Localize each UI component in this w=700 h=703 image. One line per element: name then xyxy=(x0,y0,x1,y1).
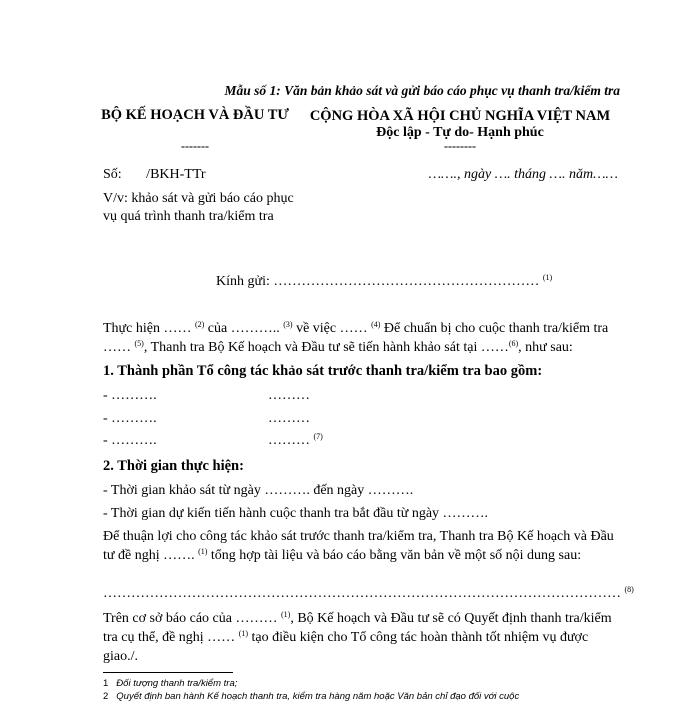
section-2-heading: 2. Thời gian thực hiện: xyxy=(103,458,244,474)
footnote-divider xyxy=(103,672,233,673)
footnote-ref: (5) xyxy=(134,338,144,348)
member-role xyxy=(268,432,323,450)
closing-text: Trên cơ sở báo cáo của ……… xyxy=(103,611,281,626)
motto-divider: -------- xyxy=(444,139,476,153)
date-line: ……., ngày …. tháng …. năm…… xyxy=(428,167,618,182)
footnote-ref: (1) xyxy=(542,273,553,282)
recipient-dots: ………………………………………………… xyxy=(273,274,540,289)
recipient-line xyxy=(216,273,552,291)
intro-text: về việc …… xyxy=(292,321,372,336)
agency-name: BỘ KẾ HOẠCH VÀ ĐẦU TƯ xyxy=(101,107,289,123)
request-text: tổng hợp tài liệu và báo cáo bằng văn bản về một số nội dung sau: xyxy=(207,547,582,563)
form-title: Mẫu số 1: Văn bản khảo sát và gửi báo cáo phục vụ thanh tra/kiểm tra xyxy=(224,83,620,98)
national-motto: Độc lập - Tự do- Hạnh phúc xyxy=(376,125,544,140)
report-content-line xyxy=(103,585,634,603)
closing-text: tạo điều kiện cho Tổ công tác hoàn thành tốt nhiệm vụ được giao./. xyxy=(103,629,589,664)
footnote-number: 1 xyxy=(103,678,109,689)
recipient-label: Kính gửi: xyxy=(216,274,270,289)
intro-text: Để chuẩn bị cho cuộc thanh tra/kiểm tra …… xyxy=(103,321,609,355)
footnote-text: Quyết định ban hành Kế hoạch thanh tra, kiểm tra hàng năm hoặc Văn bản chỉ đạo đối với cuộc xyxy=(116,691,520,702)
member-role: ……… xyxy=(268,411,310,426)
member-role: ……… xyxy=(268,388,310,403)
member-name: - ………. xyxy=(103,388,157,403)
footnote-ref: (6) xyxy=(508,338,519,348)
intro-text: Thực hiện …… xyxy=(103,321,195,336)
intro-text: , Thanh tra Bộ Kế hoạch và Đầu tư sẽ tiến hành khảo sát tại …… xyxy=(143,339,509,355)
footnote-ref: (8) xyxy=(624,585,634,594)
footnote-ref: (1) xyxy=(280,610,291,619)
footnote-item xyxy=(103,691,519,703)
footnote-ref: (3) xyxy=(283,320,293,329)
document-number: Số: /BKH-TTr xyxy=(103,167,206,182)
footnote-ref: (1) xyxy=(238,628,249,638)
intro-text: của ……….. xyxy=(204,321,284,336)
agency-divider: ------- xyxy=(181,139,209,153)
footnote-ref: (2) xyxy=(194,320,205,329)
member-role-dots: ……… xyxy=(268,433,310,448)
member-name: - ………. xyxy=(103,433,157,448)
subject-line: V/v: khảo sát và gửi báo cáo phục vụ quá trình thanh tra/kiểm tra xyxy=(103,191,294,225)
closing-paragraph xyxy=(103,610,618,667)
footnote-ref: (7) xyxy=(313,432,323,441)
footnote-number: 2 xyxy=(103,691,109,702)
intro-paragraph xyxy=(103,320,618,358)
intro-text: , như sau: xyxy=(518,339,573,355)
nation-name: CỘNG HÒA XÃ HỘI CHỦ NGHĨA VIỆT NAM xyxy=(309,108,611,124)
inspection-start-line: - Thời gian dự kiến tiến hành cuộc thanh tra bắt đầu từ ngày ………. xyxy=(103,506,489,521)
request-text: Để thuận lợi cho công tác khảo sát trước thanh tra/kiểm tra, Thanh tra Bộ Kế hoạch và Đầu tư đề nghị ……. xyxy=(103,529,614,563)
report-content-dots: ………………………………………………………………………………………………… xyxy=(103,586,621,601)
survey-time-line: - Thời gian khảo sát từ ngày ………. đến ngày ………. xyxy=(103,483,414,498)
footnote-text: Đối tượng thanh tra/kiểm tra; xyxy=(116,678,238,689)
section-1-heading: 1. Thành phần Tổ công tác khảo sát trước thanh tra/kiểm tra bao gồm: xyxy=(103,363,543,379)
footnote-ref: (1) xyxy=(198,546,208,556)
footnote-ref: (4) xyxy=(371,320,381,329)
footnote-item xyxy=(103,678,237,690)
request-paragraph xyxy=(103,528,618,566)
closing-text: , Bộ Kế hoạch và Đầu tư sẽ có Quyết định thanh tra/kiểm tra cụ thể, đề nghị …… xyxy=(103,611,612,645)
member-name: - ………. xyxy=(103,411,157,426)
